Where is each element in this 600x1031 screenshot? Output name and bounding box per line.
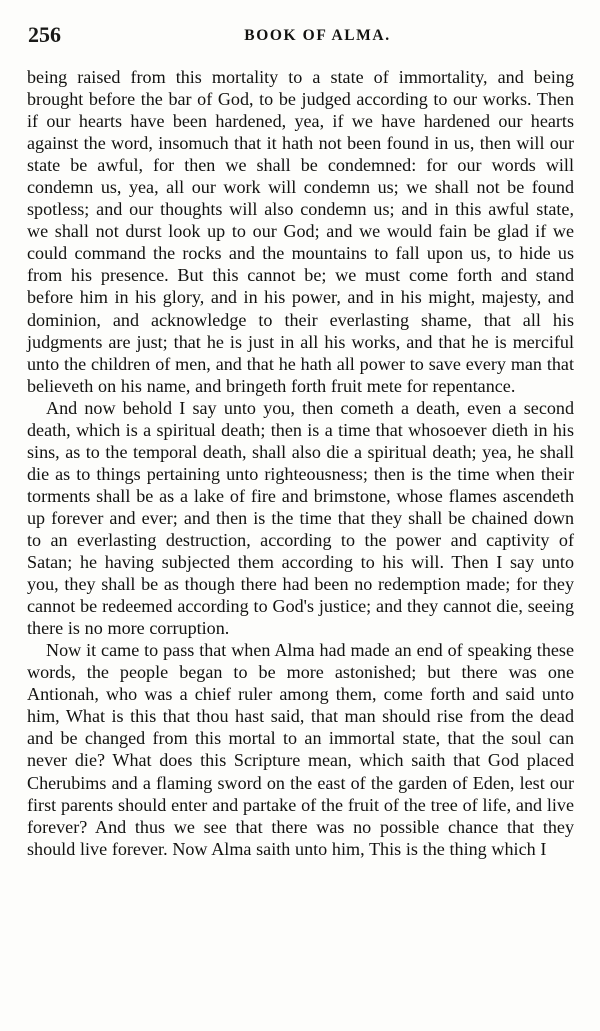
paragraph: And now behold I say unto you, then cometh a death, even a second death, which is a spiritual death; then is a time that whosoever dieth in his sins, as to the temporal death, shall also die a spiritual death; yea, he shall die as to things pertaining unto righteousness; then is the time when their torments shall be as a lake of fire and brimstone, whose flames ascendeth up forever and ever; and then is the time that they shall be chained down to an everlasting destruction, according to the power and captivity of Satan; he having subjected them according to his will. Then I say unto you, they shall be as though there had been no redemption made; for they cannot be redeemed according to God's justice; and they cannot die, seeing there is no more corruption. [27,397,574,639]
paragraph: being raised from this mortality to a state of immortality, and being brought before the bar of God, to be judged according to our works. Then if our hearts have been hardened, yea, if we have hardened our hearts against the word, insomuch that it hath not been found in us, then will our state be awful, for then we shall be condemned: for our words will condemn us, yea, all our work will condemn us; we shall not be found spotless; and our thoughts will also condemn us; and in this awful state, we shall not durst look up to our God; and we would fain be glad if we could command the rocks and the mountains to fall upon us, to hide us from his presence. But this cannot be; we must come forth and stand before him in his glory, and in his power, and in his might, majesty, and dominion, and acknowledge to their everlasting shame, that all his judgments are just; that he is just in all his works, and that he is merciful unto the children of men, and that he hath all power to save every man that believeth on his name, and bringeth forth fruit mete for repentance. [27,67,574,396]
paragraph: Now it came to pass that when Alma had made an end of speaking these words, the people began to be more astonished; but there was one Antionah, who was a chief ruler among them, come forth and said unto him, What is this that thou hast said, that man should rise from the dead and be changed from this mortal to an immortal state, that the soul can never die? What does this Scripture mean, which saith that God placed Cherubims and a flaming sword on the east of the garden of Eden, lest our first parents should enter and partake of the fruit of the tree of life, and live forever? And thus we see that there was no possible chance that they should live forever. Now Alma saith unto him, This is the thing which I [27,640,574,859]
book-title-heading: BOOK OF ALMA. [244,27,391,44]
page-number: 256 [28,22,61,47]
body-text-column [27,66,574,860]
running-head [0,22,600,52]
